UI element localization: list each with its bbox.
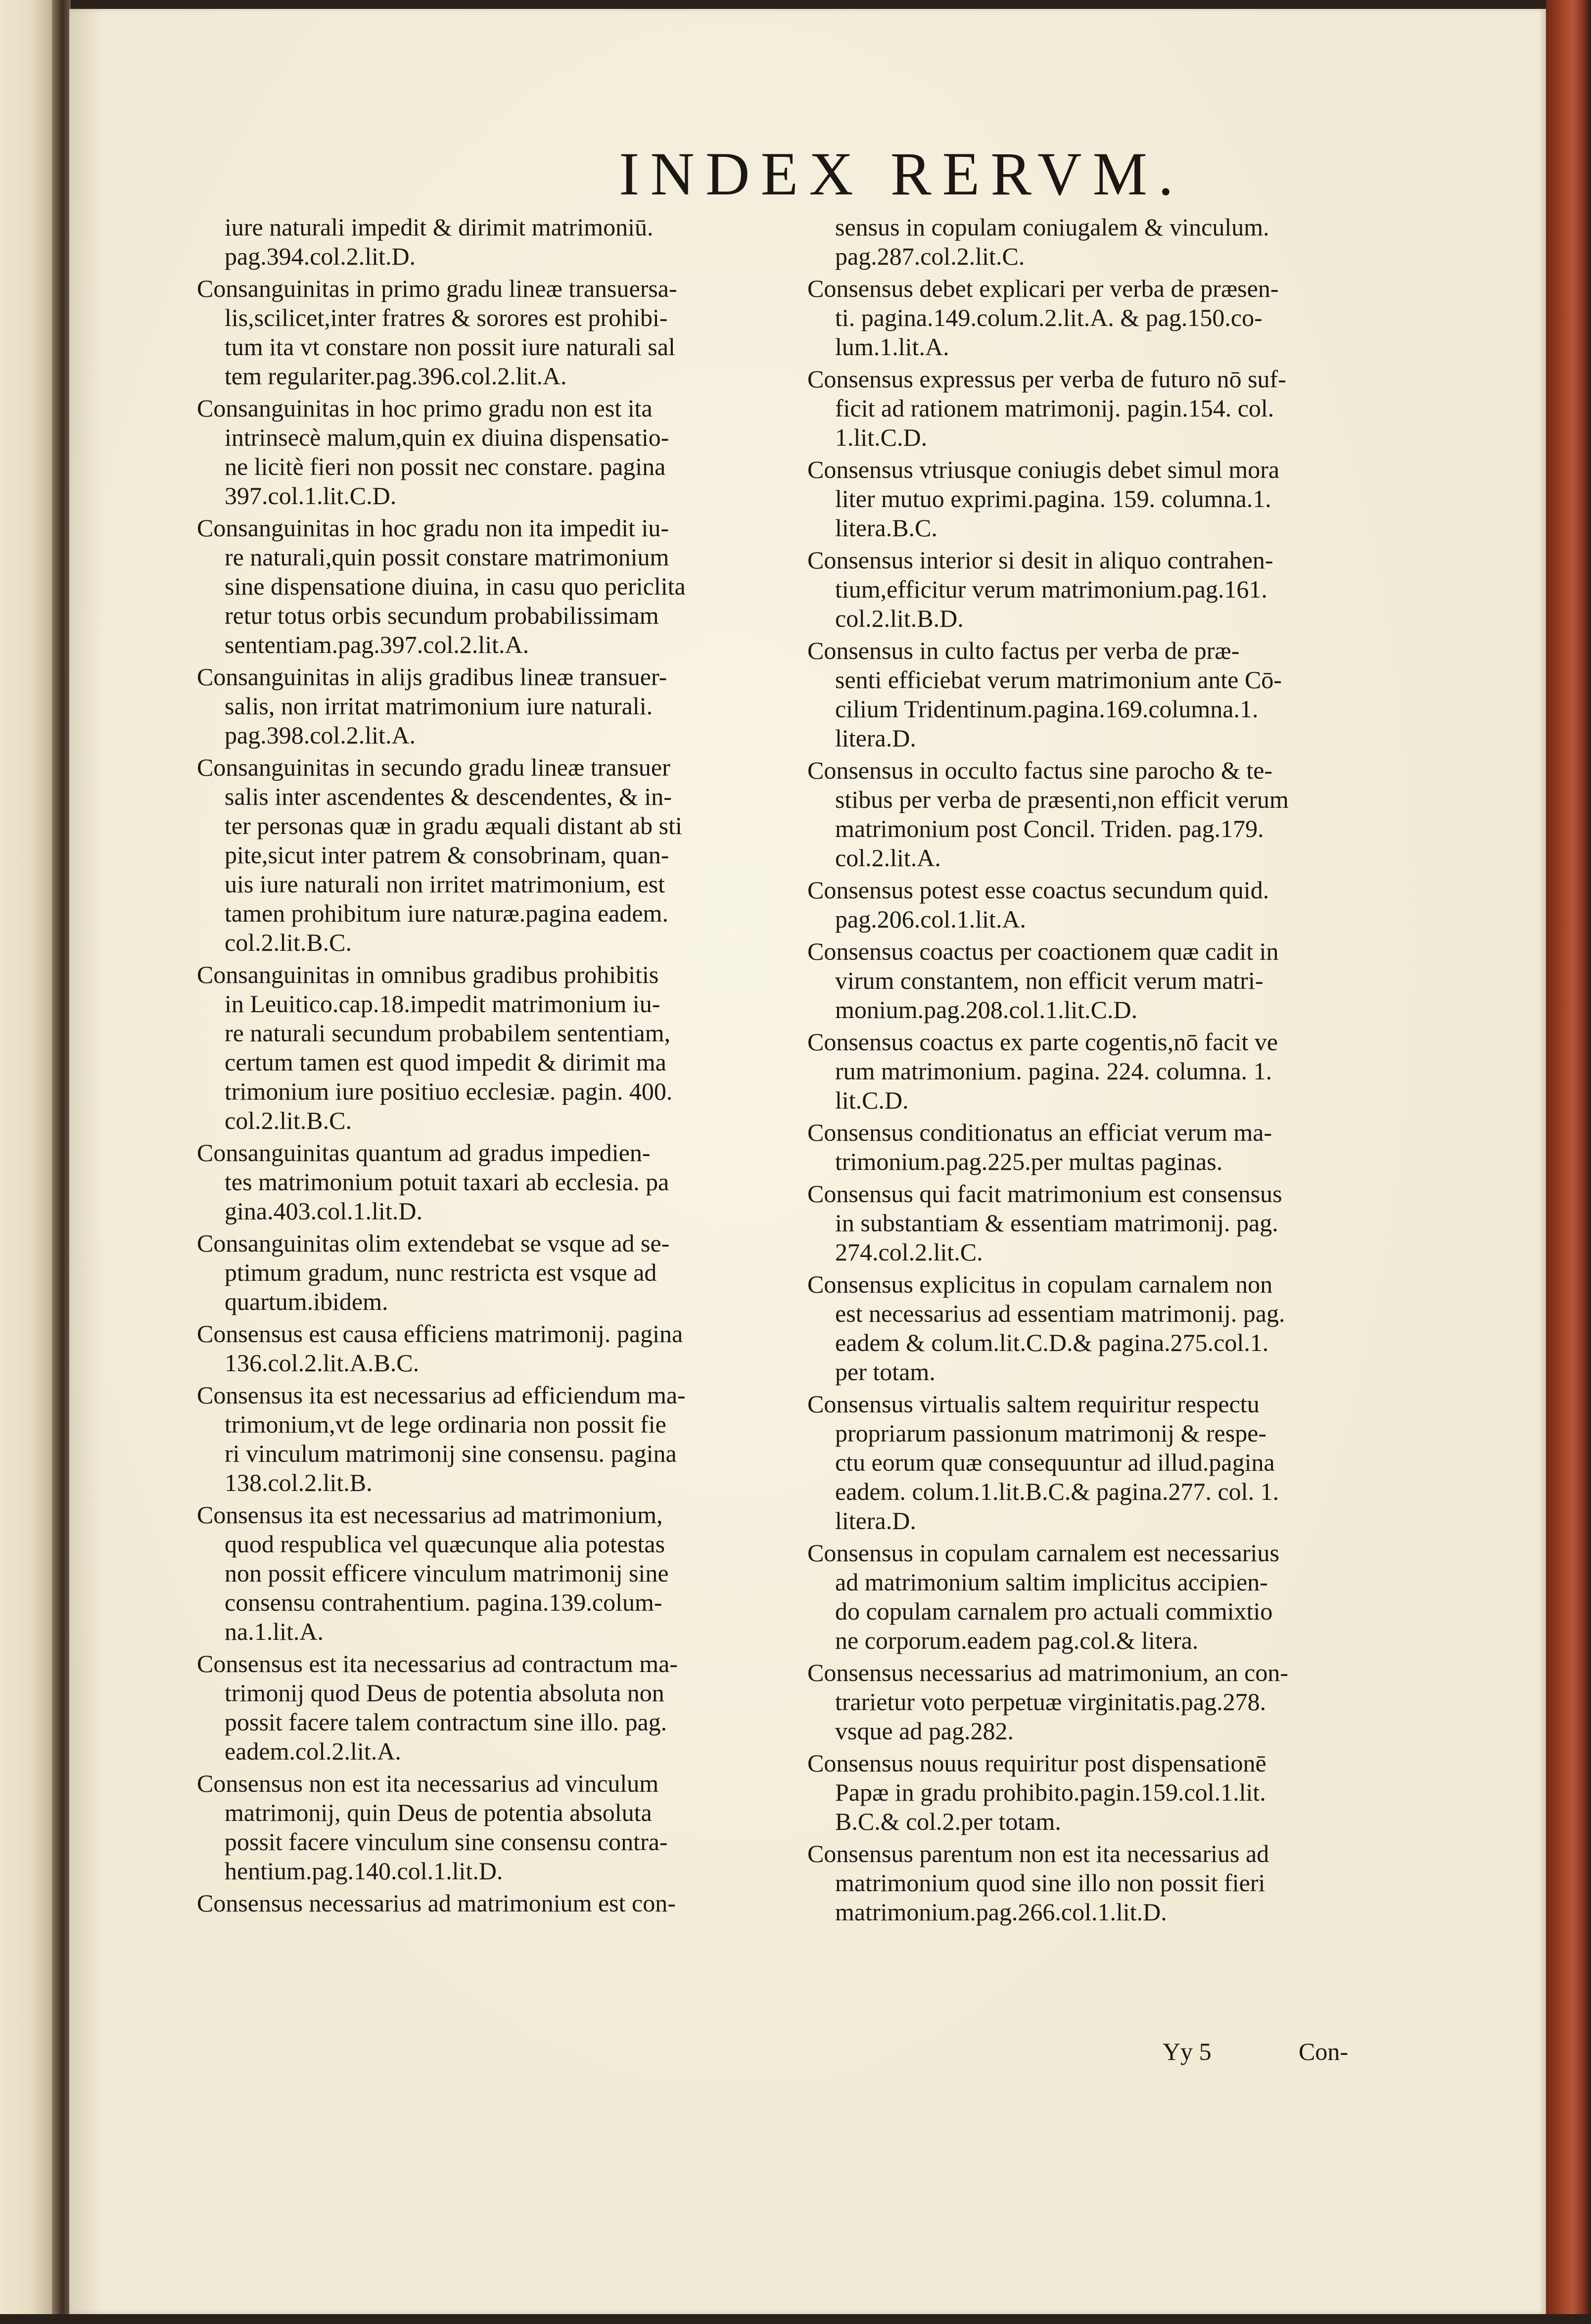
entry-line: iure naturali impedit & dirimit matrimoniū.: [225, 213, 654, 241]
entry-line: Consensus est ita necessarius ad contractum ma-: [197, 1650, 678, 1677]
entry-line: stibus per verba de præsenti,non efficit verum: [835, 786, 1289, 813]
index-entry: [197, 274, 773, 391]
entry-line: liter mutuo exprimi.pagina. 159. columna.1.: [835, 485, 1271, 512]
entry-line: Consensus in culto factus per verba de præ-: [807, 637, 1240, 664]
entry-line: pite,sicut inter patrem & consobrinam, quan-: [225, 841, 669, 869]
running-header: [69, 140, 1546, 208]
entry-line: salis, non irritat matrimonium iure naturali.: [225, 692, 653, 720]
entry-line: lum.1.lit.A.: [835, 333, 949, 361]
entry-line: eadem.col.2.lit.A.: [225, 1737, 401, 1765]
entry-line: Consensus necessarius ad matrimonium, an con-: [807, 1659, 1289, 1686]
signature-mark: Yy 5: [1163, 2038, 1212, 2065]
entry-line: litera.B.C.: [835, 514, 937, 542]
entry-line: rum matrimonium. pagina. 224. columna. 1.: [835, 1057, 1272, 1085]
entry-line: est necessarius ad essentiam matrimonij. pag.: [835, 1300, 1285, 1327]
entry-line: gina.403.col.1.lit.D.: [225, 1197, 422, 1225]
entry-line: quod respublica vel quæcunque alia potestas: [225, 1530, 665, 1558]
entry-line: Consanguinitas in primo gradu lineæ transuersa-: [197, 275, 677, 302]
entry-line: trimonium,vt de lege ordinaria non possit fie: [225, 1410, 666, 1438]
entry-line: Consanguinitas olim extendebat se vsque ad se-: [197, 1229, 670, 1257]
index-column-left: [197, 213, 773, 1921]
entry-line: tamen prohibitum iure naturæ.pagina eadem.: [225, 899, 668, 927]
index-entry: [197, 753, 773, 957]
index-entry: [197, 513, 773, 659]
entry-line: matrimonium post Concil. Triden. pag.179.: [835, 815, 1264, 842]
entry-line: lit.C.D.: [835, 1086, 909, 1114]
index-entry: [807, 1118, 1391, 1176]
entry-line: Consensus potest esse coactus secundum quid.: [807, 876, 1269, 904]
entry-line: possit facere vinculum sine consensu contra-: [225, 1828, 668, 1856]
index-entry: [807, 1839, 1391, 1927]
entry-line: vsque ad pag.282.: [835, 1717, 1014, 1745]
entry-line: Consanguinitas in hoc primo gradu non est ita: [197, 394, 653, 422]
index-entry: [807, 937, 1391, 1024]
entry-line: Consanguinitas in omnibus gradibus prohibitis: [197, 961, 659, 988]
entry-line: in substantiam & essentiam matrimonij. pag.: [835, 1209, 1278, 1237]
index-entry: [197, 960, 773, 1135]
entry-line: litera.D.: [835, 724, 916, 752]
entry-line: col.2.lit.B.C.: [225, 1107, 352, 1134]
entry-line: na.1.lit.A.: [225, 1618, 324, 1645]
index-entry: [807, 1538, 1391, 1655]
index-entry: [807, 274, 1391, 362]
index-entry: [807, 756, 1391, 873]
entry-line: cilium Tridentinum.pagina.169.columna.1.: [835, 695, 1259, 723]
entry-line: Consanguinitas in alijs gradibus lineæ transuer-: [197, 663, 667, 691]
index-entry: [197, 1500, 773, 1646]
index-entry: [807, 1270, 1391, 1387]
entry-line: Consensus parentum non est ita necessarius ad: [807, 1840, 1269, 1867]
index-entry: [807, 1390, 1391, 1535]
entry-line: Consensus explicitus in copulam carnalem non: [807, 1270, 1273, 1298]
entry-line: tem regulariter.pag.396.col.2.lit.A.: [225, 362, 567, 390]
entry-line: ctu eorum quæ consequuntur ad illud.pagina: [835, 1448, 1275, 1476]
index-entry: [807, 1658, 1391, 1746]
entry-line: ne corporum.eadem pag.col.& litera.: [835, 1627, 1199, 1654]
index-entry: [807, 455, 1391, 543]
index-entry: [197, 1769, 773, 1886]
entry-line: Consensus virtualis saltem requiritur respectu: [807, 1390, 1260, 1418]
entry-line: virum constantem, non efficit verum matri-: [835, 967, 1263, 994]
index-entry: [197, 1381, 773, 1497]
entry-line: tes matrimonium potuit taxari ab ecclesia. pa: [225, 1168, 669, 1196]
entry-line: re naturali secundum probabilem sententiam,: [225, 1019, 671, 1047]
entry-line: non possit efficere vinculum matrimonij sine: [225, 1559, 669, 1587]
entry-line: Consensus coactus per coactionem quæ cadit in: [807, 937, 1279, 965]
entry-line: Consensus non est ita necessarius ad vinculum: [197, 1769, 659, 1797]
entry-line: re naturali,quin possit constare matrimonium: [225, 543, 669, 571]
entry-line: per totam.: [835, 1358, 936, 1386]
bottom-edge: [0, 2314, 1591, 2324]
index-entry: [197, 1319, 773, 1378]
entry-line: Consensus coactus ex parte cogentis,nō facit ve: [807, 1028, 1278, 1056]
entry-line: Consensus qui facit matrimonium est consensus: [807, 1180, 1282, 1208]
index-entry: [197, 662, 773, 750]
page-footer: [1163, 2037, 1450, 2072]
entry-line: pag.398.col.2.lit.A.: [225, 721, 416, 749]
entry-line: do copulam carnalem pro actuali commixtio: [835, 1597, 1273, 1625]
index-entry: [807, 546, 1391, 633]
page-title: INDEX RERVM.: [619, 140, 1184, 208]
entry-line: 1.lit.C.D.: [835, 423, 928, 451]
entry-line: trimonium iure positiuo ecclesiæ. pagin. 400.: [225, 1077, 673, 1105]
entry-line: Consensus ita est necessarius ad efficiendum ma-: [197, 1381, 686, 1409]
entry-line: ad matrimonium saltim implicitus accipien-: [835, 1568, 1268, 1596]
entry-line: retur totus orbis secundum probabilissimam: [225, 602, 659, 629]
entry-line: in Leuitico.cap.18.impedit matrimonium iu-: [225, 990, 660, 1018]
entry-line: 138.col.2.lit.B.: [225, 1469, 373, 1496]
entry-line: lis,scilicet,inter fratres & sorores est prohibi-: [225, 304, 668, 331]
entry-line: monium.pag.208.col.1.lit.C.D.: [835, 996, 1138, 1023]
index-entry: [807, 636, 1391, 753]
entry-line: col.2.lit.B.D.: [835, 604, 964, 632]
entry-line: Papæ in gradu prohibito.pagin.159.col.1.lit.: [835, 1778, 1266, 1806]
entry-line: 397.col.1.lit.C.D.: [225, 482, 397, 510]
entry-line: Consensus in occulto factus sine parocho & te-: [807, 756, 1273, 784]
entry-line: Consanguinitas in hoc gradu non ita impedit iu-: [197, 514, 669, 542]
entry-line: col.2.lit.B.C.: [225, 929, 352, 956]
entry-line: pag.206.col.1.lit.A.: [835, 905, 1027, 933]
entry-line: litera.D.: [835, 1507, 916, 1534]
entry-line: trimonium.pag.225.per multas paginas.: [835, 1148, 1223, 1175]
index-entry: [197, 1889, 773, 1918]
index-entry: [807, 1179, 1391, 1267]
entry-line: Consensus expressus per verba de futuro nō suf-: [807, 365, 1286, 393]
entry-line: 274.col.2.lit.C.: [835, 1238, 983, 1266]
index-column-right: [807, 213, 1391, 1930]
index-entry: [197, 394, 773, 511]
entry-line: tum ita vt constare non possit iure naturali sal: [225, 333, 675, 361]
entry-line: Consensus nouus requiritur post dispensationē: [807, 1749, 1266, 1777]
index-entry-continued: [807, 213, 1391, 271]
index-entry: [807, 1749, 1391, 1836]
book-edge: [1546, 0, 1591, 2324]
entry-line: Consensus debet explicari per verba de præsen-: [807, 275, 1279, 302]
entry-line: ficit ad rationem matrimonij. pagin.154. col.: [835, 394, 1274, 422]
entry-line: trarietur voto perpetuæ virginitatis.pag.278.: [835, 1688, 1266, 1716]
entry-line: pag.394.col.2.lit.D.: [225, 242, 416, 270]
entry-line: sine dispensatione diuina, in casu quo periclita: [225, 572, 686, 600]
entry-line: Consanguinitas in secundo gradu lineæ transuer: [197, 753, 670, 781]
entry-line: senti efficiebat verum matrimonium ante Cō-: [835, 666, 1282, 694]
index-entry-continued: [197, 213, 773, 271]
entry-line: matrimonij, quin Deus de potentia absoluta: [225, 1799, 652, 1826]
entry-line: Consanguinitas quantum ad gradus impedien-: [197, 1139, 651, 1166]
entry-line: certum tamen est quod impedit & dirimit ma: [225, 1048, 666, 1076]
entry-line: Consensus in copulam carnalem est necessarius: [807, 1539, 1279, 1567]
entry-line: Consensus conditionatus an efficiat verum ma-: [807, 1118, 1272, 1146]
book-gutter: [52, 0, 71, 2324]
entry-line: B.C.& col.2.per totam.: [835, 1808, 1061, 1835]
index-entry: [197, 1138, 773, 1226]
entry-line: intrinsecè malum,quin ex diuina dispensatio-: [225, 423, 669, 451]
entry-line: trimonij quod Deus de potentia absoluta non: [225, 1679, 664, 1707]
entry-line: uis iure naturali non irritet matrimonium, est: [225, 870, 665, 898]
index-entry: [197, 1649, 773, 1766]
catchword: Con-: [1299, 2038, 1348, 2065]
entry-line: pag.287.col.2.lit.C.: [835, 242, 1025, 270]
entry-line: eadem & colum.lit.C.D.& pagina.275.col.1.: [835, 1329, 1269, 1356]
index-entry: [807, 876, 1391, 934]
entry-line: quartum.ibidem.: [225, 1288, 388, 1315]
entry-line: matrimonium.pag.266.col.1.lit.D.: [835, 1898, 1167, 1926]
entry-line: hentium.pag.140.col.1.lit.D.: [225, 1857, 503, 1885]
entry-line: propriarum passionum matrimonij & respe-: [835, 1419, 1267, 1447]
entry-line: salis inter ascendentes & descendentes, & in-: [225, 783, 672, 810]
entry-line: eadem. colum.1.lit.B.C.& pagina.277. col. 1.: [835, 1478, 1279, 1505]
entry-line: sensus in copulam coniugalem & vinculum.: [835, 213, 1269, 241]
entry-line: matrimonium quod sine illo non possit fieri: [835, 1869, 1265, 1897]
entry-line: ptimum gradum, nunc restricta est vsque ad: [225, 1258, 657, 1286]
entry-line: col.2.lit.A.: [835, 844, 941, 872]
left-page-edge: [0, 0, 57, 2324]
entry-line: consensu contrahentium. pagina.139.colum-: [225, 1588, 662, 1616]
index-entry: [807, 1027, 1391, 1115]
entry-line: Consensus ita est necessarius ad matrimonium,: [197, 1501, 663, 1529]
entry-line: possit facere talem contractum sine illo. pag.: [225, 1708, 667, 1736]
entry-line: sententiam.pag.397.col.2.lit.A.: [225, 631, 529, 658]
index-entry: [197, 1229, 773, 1316]
entry-line: Consensus est causa efficiens matrimonij. pagina: [197, 1320, 683, 1348]
entry-line: Consensus necessarius ad matrimonium est con-: [197, 1889, 676, 1917]
entry-line: Consensus vtriusque coniugis debet simul mora: [807, 456, 1280, 483]
entry-line: ri vinculum matrimonij sine consensu. pagina: [225, 1440, 677, 1467]
entry-line: ti. pagina.149.colum.2.lit.A. & pag.150.co-: [835, 304, 1263, 331]
entry-line: ter personas quæ in gradu æquali distant ab sti: [225, 812, 682, 839]
entry-line: ne licitè fieri non possit nec constare. pagina: [225, 453, 666, 480]
index-entry: [807, 365, 1391, 452]
entry-line: 136.col.2.lit.A.B.C.: [225, 1349, 420, 1377]
entry-line: Consensus interior si desit in aliquo contrahen-: [807, 546, 1273, 574]
entry-line: tium,efficitur verum matrimonium.pag.161.: [835, 575, 1267, 603]
